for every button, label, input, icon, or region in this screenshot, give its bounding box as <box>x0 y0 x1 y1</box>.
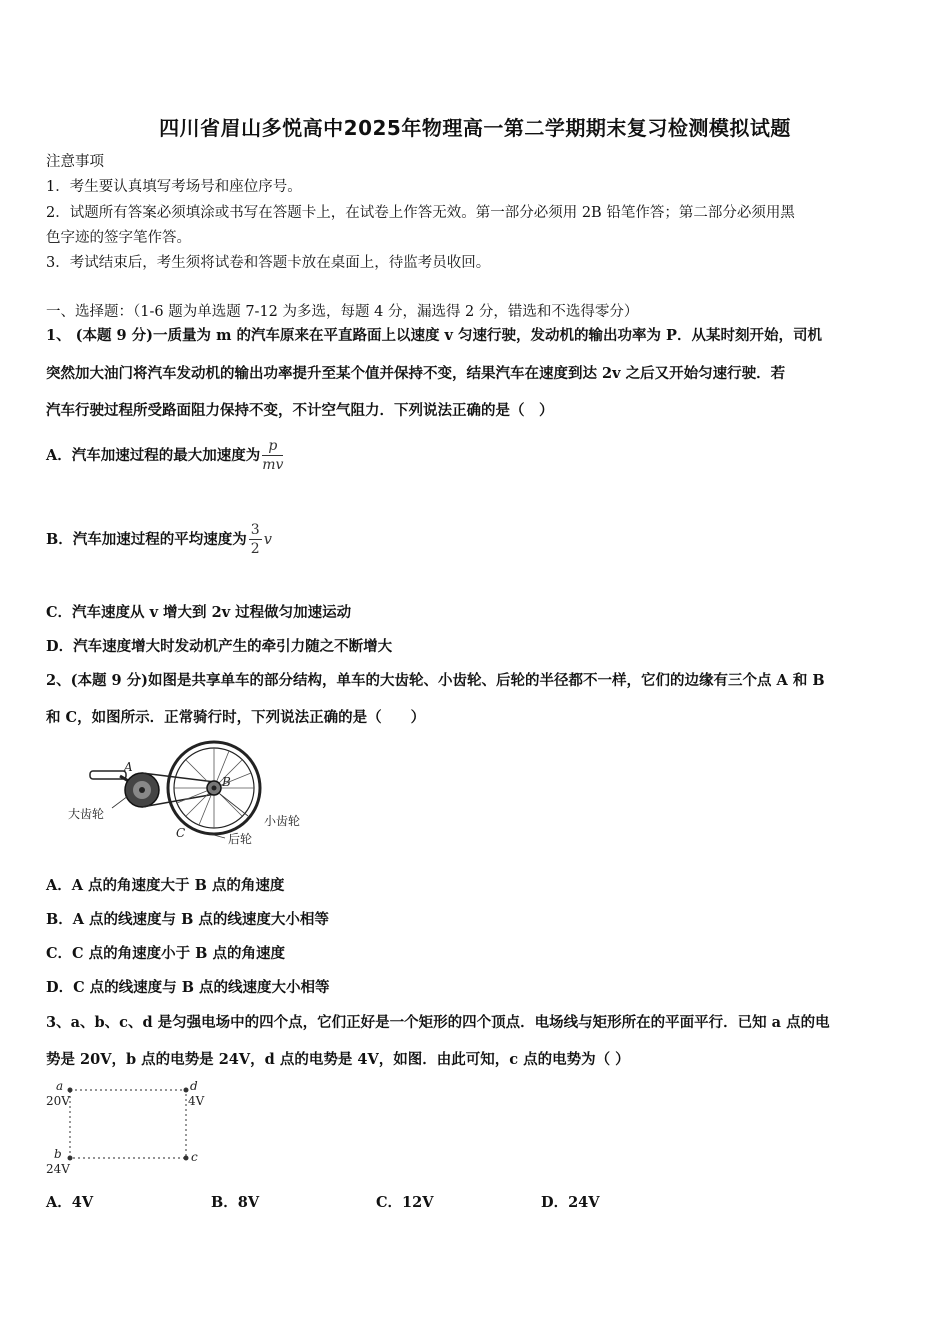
point-b-potential: 24V <box>46 1162 70 1176</box>
q1-option-d: D．汽车速度增大时发动机产生的牵引力随之不断增大 <box>46 638 393 655</box>
q1-option-b-text: B．汽车加速过程的平均速度为 <box>46 530 247 548</box>
section-heading: 一、选择题：（1-6 题为单选题 7-12 为多选，每题 4 分，漏选得 2 分，错选和不选得零分） <box>46 304 639 320</box>
q3-option-c: C．12V <box>376 1194 434 1211</box>
point-c-dot <box>184 1156 189 1161</box>
q1-stem-line-1: 1、 (本题 9 分)一质量为 m 的汽车原来在平直路面上以速度 v 匀速行驶，发动机的输出功率为 P．从某时刻开始，司机 <box>46 327 822 344</box>
point-b-label: b <box>54 1147 62 1161</box>
notice-item-1: 1．考生要认真填写考场号和座位序号。 <box>46 179 302 195</box>
q2-stem-line-1: 2、(本题 9 分)如图是共享单车的部分结构，单车的大齿轮、小齿轮、后轮的半径都不一样，它们的边缘有三个点 A 和 B <box>46 672 825 689</box>
q2-option-a: A．A 点的角速度大于 B 点的角速度 <box>46 877 285 894</box>
small-gear-leader <box>220 794 248 816</box>
rectangle-field-figure <box>44 1080 224 1180</box>
small-gear-axle <box>212 786 217 791</box>
page-title: 四川省眉山多悦高中2025年物理高一第二学期期末复习检测模拟试题 <box>159 116 791 140</box>
q1-stem-line-2: 突然加大油门将汽车发动机的输出功率提升至某个值并保持不变，结果汽车在速度到达 2v 之后又开始匀速行驶．若 <box>46 365 786 382</box>
fraction-variable: v <box>263 531 272 548</box>
q3-stem-line-2: 势是 20V，b 点的电势是 24V，d 点的电势是 4V，如图．由此可知，c 点的电势为（ ） <box>46 1051 630 1068</box>
q1-option-b <box>46 521 272 558</box>
q1-option-b-fraction <box>249 521 262 558</box>
point-a-dot <box>68 1088 73 1093</box>
big-gear-label: 大齿轮 <box>68 807 105 821</box>
fraction-numerator: 3 <box>250 522 260 538</box>
q2-option-b: B．A 点的线速度与 B 点的线速度大小相等 <box>46 911 329 928</box>
notice-item-2: 2．试题所有答案必须填涂或书写在答题卡上，在试卷上作答无效。第一部分必须用 2B 铅笔作答；第二部分必须用黑 <box>46 205 795 221</box>
q3-option-d: D．24V <box>541 1194 600 1211</box>
q2-option-d: D．C 点的线速度与 B 点的线速度大小相等 <box>46 979 330 996</box>
point-d-potential: 4V <box>188 1094 205 1108</box>
q2-stem-line-2: 和 C，如图所示．正常骑行时，下列说法正确的是（ ） <box>46 709 426 726</box>
q3-option-b: B．8V <box>211 1194 260 1211</box>
fraction-denominator: mv <box>262 457 284 473</box>
point-b-dot <box>68 1156 73 1161</box>
notice-heading: 注意事项 <box>46 154 104 170</box>
bicycle-gear-figure <box>60 738 320 853</box>
point-a-potential: 20V <box>46 1094 70 1108</box>
q3-option-a: A．4V <box>46 1194 94 1211</box>
fraction-numerator: p <box>262 437 283 456</box>
point-c-label: c <box>191 1150 198 1164</box>
point-c-label: C <box>176 826 186 840</box>
point-a-label: A <box>124 760 133 774</box>
q1-stem-line-3: 汽车行驶过程所受路面阻力保持不变，不计空气阻力．下列说法正确的是（ ） <box>46 402 554 419</box>
q1-option-a-text: A．汽车加速过程的最大加速度为 <box>46 446 261 464</box>
point-d-dot <box>184 1088 189 1093</box>
rear-wheel-label: 后轮 <box>228 832 253 846</box>
q2-option-c: C．C 点的角速度小于 B 点的角速度 <box>46 945 285 962</box>
q1-option-a-fraction <box>262 437 283 474</box>
q1-option-a <box>46 437 283 474</box>
notice-item-2-cont: 色字迹的签字笔作答。 <box>46 230 191 246</box>
big-gear-axle <box>139 787 145 793</box>
q1-option-c: C．汽车速度从 v 增大到 2v 过程做匀加速运动 <box>46 604 352 621</box>
notice-item-3: 3．考试结束后，考生须将试卷和答题卡放在桌面上，待监考员收回。 <box>46 255 491 271</box>
q3-stem-line-1: 3、a、b、c、d 是匀强电场中的四个点，它们正好是一个矩形的四个顶点．电场线与矩形所在的平面平行．已知 a 点的电 <box>46 1014 830 1031</box>
point-a-label: a <box>56 1080 64 1093</box>
rectangle-abcd <box>70 1090 186 1158</box>
point-d-label: d <box>190 1080 198 1093</box>
fraction-denominator: 2 <box>250 541 260 557</box>
point-b-label: B <box>222 775 231 789</box>
small-gear-label: 小齿轮 <box>264 814 301 828</box>
big-gear-leader <box>112 796 128 808</box>
